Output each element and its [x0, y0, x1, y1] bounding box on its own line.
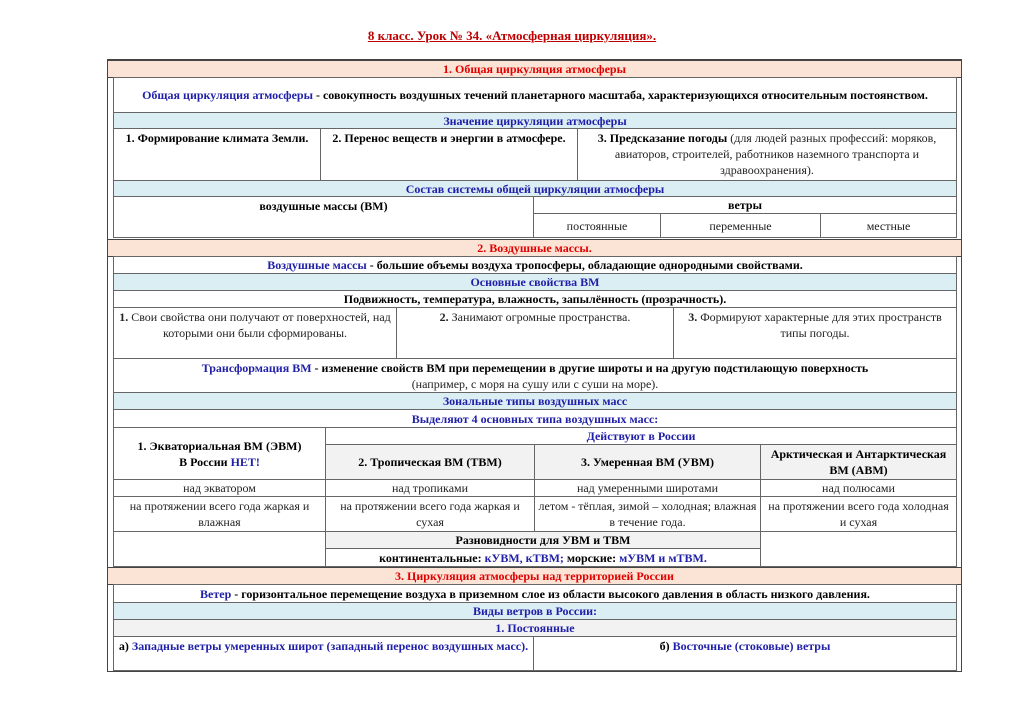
def-text: - большие объемы воздуха тропосферы, обладающие однородными свойствами.: [366, 258, 803, 272]
wind-b-text: Восточные (стоковые) ветры: [672, 639, 831, 653]
zonal-header: Зональные типы воздушных масс: [113, 392, 957, 410]
type-header: Арктическая и Антарктическая ВМ (АВМ): [760, 444, 957, 480]
where-cell: над полюсами: [760, 479, 957, 497]
four-types: Выделяют 4 основных типа воздушных масс:: [113, 409, 957, 428]
prop-number: 2.: [439, 310, 449, 324]
air-masses-cell: воздушные массы (ВМ): [113, 196, 534, 238]
wind-a: [113, 636, 534, 671]
climate-cell: на протяжении всего года холодная и сухая: [760, 496, 957, 532]
winds-type: постоянные: [533, 213, 661, 238]
winds-cell: ветры: [533, 196, 957, 214]
s3-definition: [113, 584, 957, 603]
cont-label: континентальные:: [379, 550, 485, 565]
climate-cell: летом - тёплая, зимой – холодная; влажная в течение года.: [534, 496, 761, 532]
empty-cell: [760, 531, 957, 567]
props-list: Подвижность, температура, влажность, запылённость (прозрачность).: [113, 290, 957, 308]
type-header: 2. Тропическая ВМ (ТВМ): [325, 444, 535, 480]
section-1-header: 1. Общая циркуляция атмосферы: [107, 60, 962, 78]
transformation: [113, 358, 957, 393]
importance-3: [577, 128, 957, 181]
kinds-header: Виды ветров в России:: [113, 602, 957, 620]
wind-a-text: Западные ветры умеренных широт (западный перенос воздушных масс).: [131, 639, 529, 653]
where-cell: над экватором: [113, 479, 326, 497]
empty-cell: [113, 531, 326, 567]
type-header: 3. Умеренная ВМ (УВМ): [534, 444, 761, 480]
trans-text: - изменение свойств ВМ при перемещении в другие широты и на другую подстилающую поверхность: [311, 360, 869, 375]
s2-definition: [113, 256, 957, 274]
where-cell: над тропиками: [325, 479, 535, 497]
prop-number: 3.: [688, 310, 698, 324]
prop-number: 1.: [119, 310, 129, 324]
page-title: 8 класс. Урок № 34. «Атмосферная циркуляция».: [367, 28, 657, 43]
def-term: Общая циркуляция атмосферы: [142, 88, 313, 102]
winds-type: переменные: [660, 213, 821, 238]
prop-text: Формируют характерные для этих пространств типы погоды.: [697, 310, 942, 340]
eq-name: 1. Экваториальная ВМ (ЭВМ): [137, 438, 302, 453]
composition-header: Состав системы общей циркуляции атмосферы: [113, 180, 957, 197]
variants: [325, 548, 761, 567]
const-header: 1. Постоянные: [113, 619, 957, 637]
trans-term: Трансформация ВМ: [201, 360, 312, 375]
where-cell: над умеренными широтами: [534, 479, 761, 497]
climate-cell: на протяжении всего года жаркая и сухая: [325, 496, 535, 532]
wind-b-prefix: б): [659, 639, 673, 653]
def-text: - совокупность воздушных течений планетарного масштаба, характеризующихся относительным постоянством.: [312, 88, 928, 102]
props-header: Основные свойства ВМ: [113, 273, 957, 291]
wind-a-prefix: а): [118, 639, 132, 653]
eq-russia: В России: [179, 454, 231, 469]
equatorial-vm: [113, 427, 326, 480]
sea-label: морские:: [563, 550, 620, 565]
s1-definition: [113, 77, 957, 113]
prop-1: [113, 307, 397, 359]
imp3-bold: 3. Предсказание погоды: [597, 131, 728, 145]
winds-type: местные: [820, 213, 957, 238]
def-term: Воздушные массы: [267, 258, 367, 272]
importance-header: Значение циркуляции атмосферы: [113, 112, 957, 129]
cont-values: кУВМ, кТВМ;: [484, 550, 564, 565]
importance-2: 2. Перенос веществ и энергии в атмосфере.: [320, 128, 578, 181]
prop-text: Занимают огромные пространства.: [448, 310, 631, 324]
act-russia: Действуют в России: [325, 427, 957, 445]
wind-b: [533, 636, 957, 671]
importance-1: 1. Формирование климата Земли.: [113, 128, 321, 181]
trans-note: (например, с моря на сушу или с суши на море).: [411, 376, 659, 391]
section-2-header: 2. Воздушные массы.: [107, 239, 962, 257]
prop-2: [396, 307, 674, 359]
prop-3: [673, 307, 957, 359]
def-term: Ветер: [200, 586, 232, 601]
def-text: - горизонтальное перемещение воздуха в приземном слое из области высокого давления в область низкого давления.: [231, 586, 870, 601]
variants-header: Разновидности для УВМ и ТВМ: [325, 531, 761, 549]
prop-text: Свои свойства они получают от поверхностей, над которыми они были сформированы.: [128, 310, 391, 340]
sea-values: мУВМ и мТВМ.: [619, 550, 707, 565]
eq-no: НЕТ!: [230, 454, 260, 469]
climate-cell: на протяжении всего года жаркая и влажная: [113, 496, 326, 532]
section-3-header: 3. Циркуляция атмосферы над территорией России: [107, 567, 962, 585]
imp3-text: (для людей разных профессий: моряков, авиаторов, строителей, работников наземного транспорта и здравоохранения).: [614, 131, 937, 177]
